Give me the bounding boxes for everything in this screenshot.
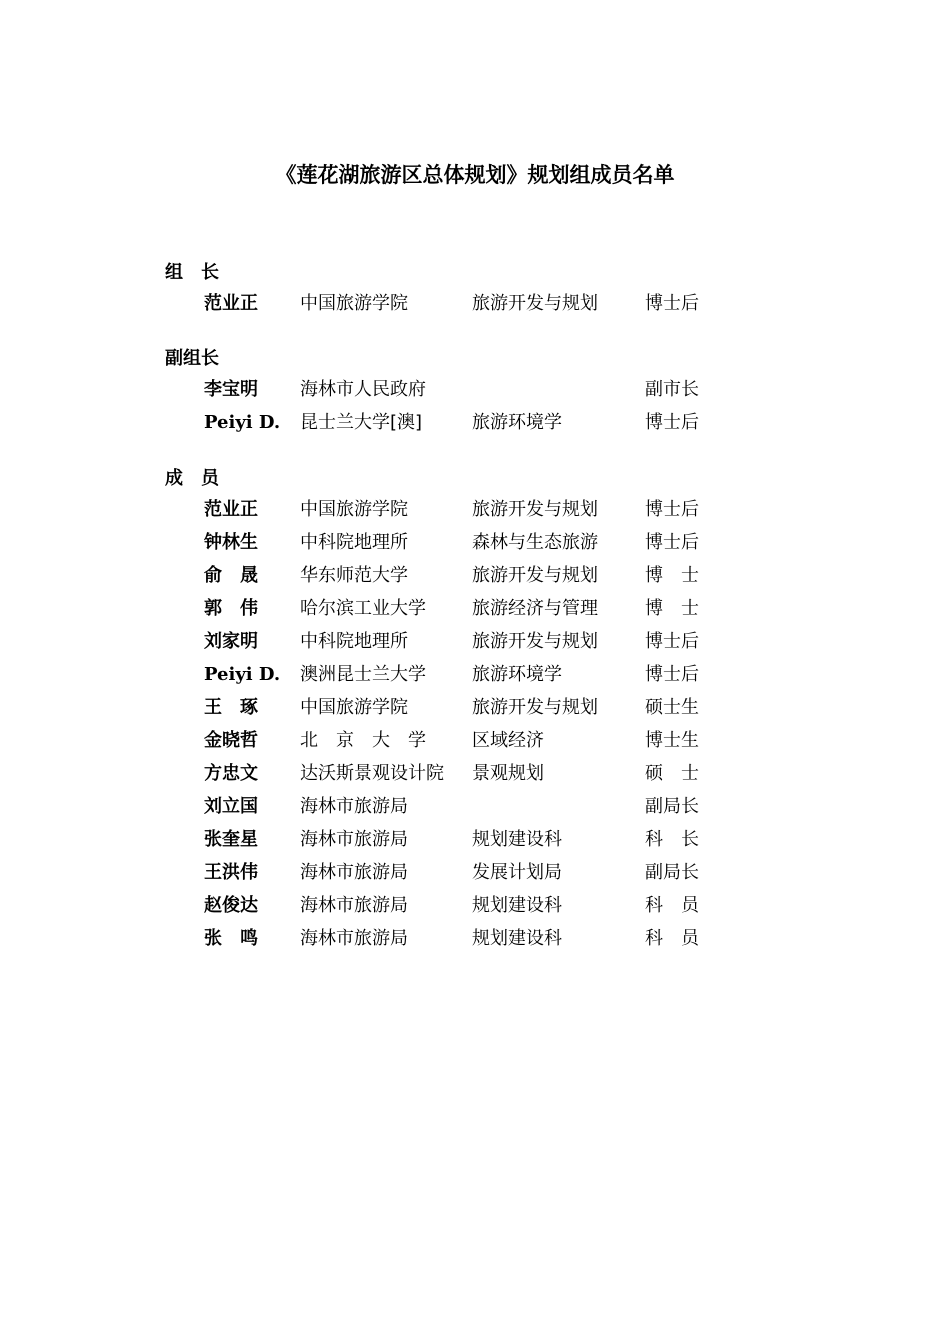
member-position: 博士后 — [645, 499, 699, 520]
member-organization: 海林市人民政府 — [300, 379, 426, 400]
member-organization: 昆士兰大学[澳] — [300, 412, 423, 433]
member-position: 科 员 — [645, 928, 699, 949]
member-row — [0, 790, 950, 823]
member-organization: 中国旅游学院 — [300, 293, 408, 314]
member-department: 发展计划局 — [472, 862, 562, 883]
member-row — [0, 823, 950, 856]
member-name: 刘家明 — [204, 631, 258, 652]
member-name: 金晓哲 — [204, 730, 258, 751]
member-department: 旅游开发与规划 — [472, 293, 598, 314]
member-row — [0, 493, 950, 526]
member-row — [0, 856, 950, 889]
member-organization: 中科院地理所 — [300, 532, 408, 553]
member-name: Peiyi D. — [204, 664, 281, 685]
member-organization: 达沃斯景观设计院 — [300, 763, 444, 784]
member-row — [0, 287, 950, 320]
member-row — [0, 724, 950, 757]
member-position: 博士后 — [645, 631, 699, 652]
member-position: 博士后 — [645, 664, 699, 685]
member-rows — [0, 493, 950, 955]
member-department: 旅游经济与管理 — [472, 598, 598, 619]
member-position: 博士后 — [645, 293, 699, 314]
member-department: 规划建设科 — [472, 829, 562, 850]
page-title: 《莲花湖旅游区总体规划》规划组成员名单 — [275, 163, 675, 187]
member-organization: 哈尔滨工业大学 — [300, 598, 426, 619]
member-name: 赵俊达 — [204, 895, 258, 916]
member-organization: 北 京 大 学 — [300, 730, 426, 751]
member-row — [0, 757, 950, 790]
member-name: 刘立国 — [204, 796, 258, 817]
member-rows — [0, 373, 950, 439]
member-row — [0, 922, 950, 955]
member-organization: 海林市旅游局 — [300, 928, 408, 949]
section-heading: 组 长 — [165, 262, 219, 283]
member-position: 博士生 — [645, 730, 699, 751]
member-organization: 澳洲昆士兰大学 — [300, 664, 426, 685]
member-row — [0, 658, 950, 691]
member-position: 副局长 — [645, 796, 699, 817]
member-department: 规划建设科 — [472, 895, 562, 916]
member-name: 王 琢 — [204, 697, 258, 718]
member-position: 博士后 — [645, 532, 699, 553]
member-row — [0, 889, 950, 922]
member-organization: 海林市旅游局 — [300, 895, 408, 916]
member-name: 郭 伟 — [204, 598, 258, 619]
member-position: 硕士生 — [645, 697, 699, 718]
member-position: 硕 士 — [645, 763, 699, 784]
member-row — [0, 559, 950, 592]
member-position: 科 员 — [645, 895, 699, 916]
member-department: 区域经济 — [472, 730, 544, 751]
member-position: 副局长 — [645, 862, 699, 883]
member-department: 规划建设科 — [472, 928, 562, 949]
section-heading: 副组长 — [165, 348, 219, 369]
member-department: 森林与生态旅游 — [472, 532, 598, 553]
member-organization: 中国旅游学院 — [300, 499, 408, 520]
member-name: 李宝明 — [204, 379, 258, 400]
member-department: 景观规划 — [472, 763, 544, 784]
member-position: 副市长 — [645, 379, 699, 400]
member-row — [0, 406, 950, 439]
member-position: 博 士 — [645, 565, 699, 586]
member-row — [0, 625, 950, 658]
member-department: 旅游开发与规划 — [472, 499, 598, 520]
member-department: 旅游环境学 — [472, 412, 562, 433]
member-department: 旅游开发与规划 — [472, 631, 598, 652]
member-organization: 海林市旅游局 — [300, 862, 408, 883]
member-name: 张奎星 — [204, 829, 258, 850]
member-name: 王洪伟 — [204, 862, 258, 883]
member-organization: 华东师范大学 — [300, 565, 408, 586]
member-row — [0, 592, 950, 625]
member-organization: 中国旅游学院 — [300, 697, 408, 718]
member-department: 旅游开发与规划 — [472, 565, 598, 586]
section-heading: 成 员 — [165, 468, 219, 489]
member-row — [0, 526, 950, 559]
member-position: 博士后 — [645, 412, 699, 433]
member-position: 博 士 — [645, 598, 699, 619]
member-rows — [0, 287, 950, 320]
member-name: 方忠文 — [204, 763, 258, 784]
member-organization: 海林市旅游局 — [300, 796, 408, 817]
member-department: 旅游开发与规划 — [472, 697, 598, 718]
member-name: Peiyi D. — [204, 412, 281, 433]
member-department: 旅游环境学 — [472, 664, 562, 685]
member-name: 范业正 — [204, 499, 258, 520]
member-name: 张 鸣 — [204, 928, 258, 949]
member-row — [0, 373, 950, 406]
member-name: 俞 晟 — [204, 565, 258, 586]
member-name: 范业正 — [204, 293, 258, 314]
member-row — [0, 691, 950, 724]
member-name: 钟林生 — [204, 532, 258, 553]
member-position: 科 长 — [645, 829, 699, 850]
member-organization: 中科院地理所 — [300, 631, 408, 652]
member-organization: 海林市旅游局 — [300, 829, 408, 850]
